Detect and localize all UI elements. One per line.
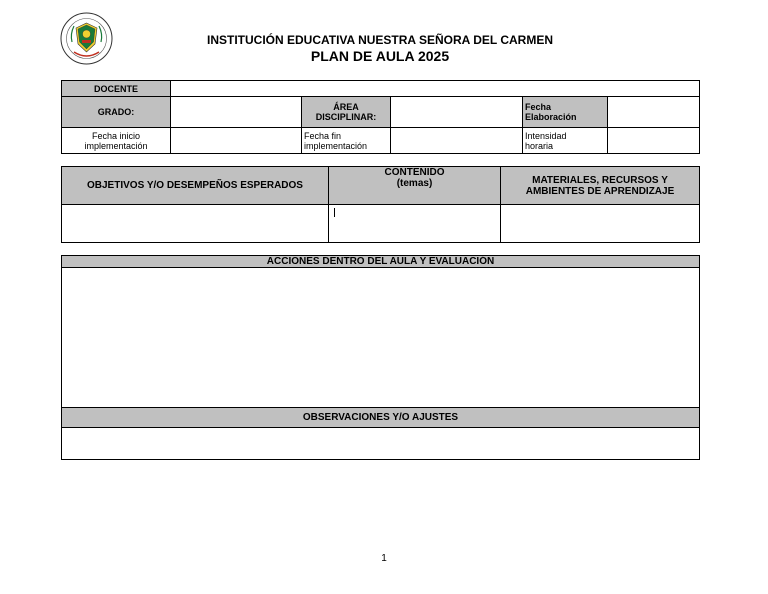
observaciones-header: OBSERVACIONES Y/O AJUSTES	[62, 408, 700, 428]
fecha-inicio-field[interactable]	[171, 128, 302, 154]
grado-field[interactable]	[171, 97, 302, 128]
objectives-table	[61, 166, 700, 243]
actions-table	[61, 255, 700, 460]
fecha-elaboracion-field[interactable]	[608, 97, 700, 128]
fecha-fin-label: Fecha fin implementación	[302, 128, 391, 154]
contenido-field[interactable]	[329, 205, 501, 243]
institution-name: INSTITUCIÓN EDUCATIVA NUESTRA SEÑORA DEL CARMEN	[206, 33, 553, 47]
info-table	[61, 80, 700, 154]
objetivos-header: OBJETIVOS Y/O DESEMPEÑOS ESPERADOS	[62, 167, 329, 205]
docente-label: DOCENTE	[62, 81, 171, 97]
plan-title: PLAN DE AULA 2025	[310, 48, 450, 64]
intensidad-label: Intensidad horaria	[523, 128, 608, 154]
observaciones-field[interactable]	[62, 428, 700, 460]
grado-label: GRADO:	[62, 97, 171, 128]
text-cursor	[334, 208, 335, 217]
materiales-header: MATERIALES, RECURSOS Y AMBIENTES DE APRENDIZAJE	[501, 167, 700, 205]
area-field[interactable]	[391, 97, 523, 128]
acciones-header: ACCIONES DENTRO DEL AULA Y EVALUACIÓN	[62, 256, 700, 268]
fecha-fin-field[interactable]	[391, 128, 523, 154]
docente-field[interactable]	[171, 81, 700, 97]
objetivos-field[interactable]	[62, 205, 329, 243]
intensidad-field[interactable]	[608, 128, 700, 154]
acciones-field[interactable]	[62, 268, 700, 408]
school-crest-icon	[60, 12, 113, 65]
page-number: 1	[381, 553, 387, 564]
materiales-field[interactable]	[501, 205, 700, 243]
contenido-header: CONTENIDO (temas)	[329, 167, 501, 205]
area-label: ÁREA DISCIPLINAR:	[302, 97, 391, 128]
fecha-inicio-label: Fecha inicio implementación	[62, 128, 171, 154]
fecha-elaboracion-label: Fecha Elaboración	[523, 97, 608, 128]
